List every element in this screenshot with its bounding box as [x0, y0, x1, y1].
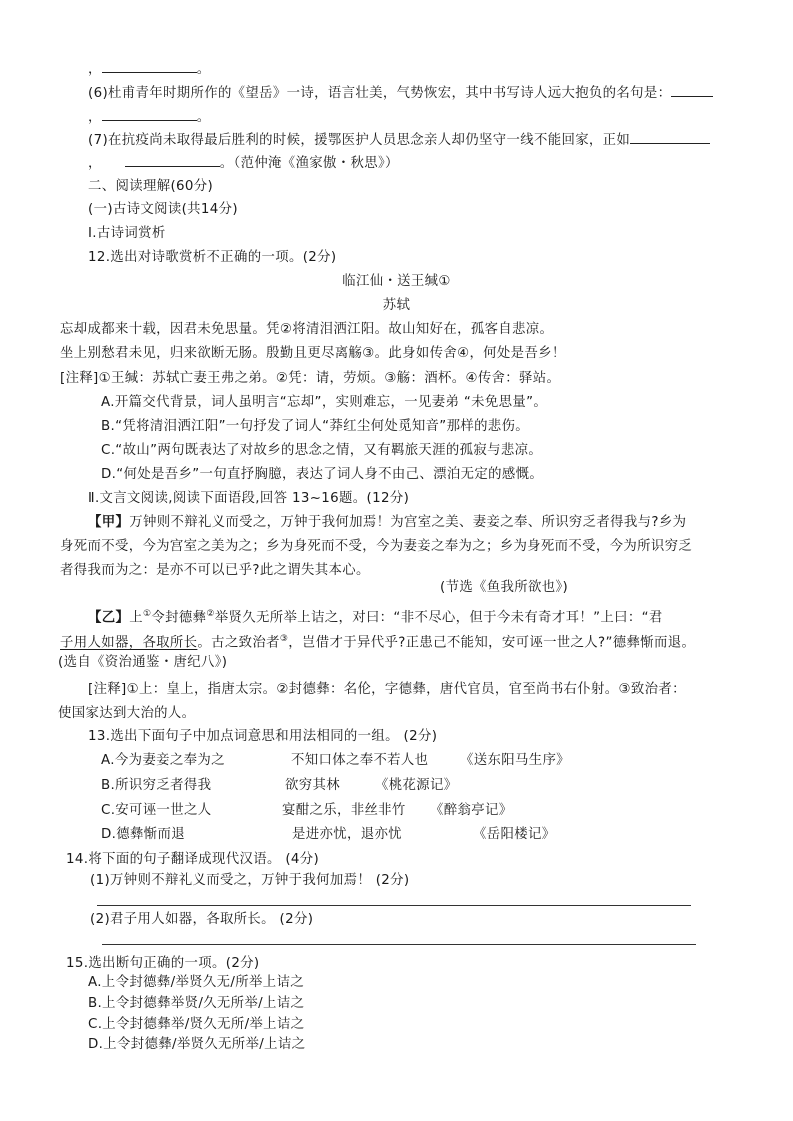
option-c: C.上令封德彝举/贤久无所/举上诘之 [88, 1017, 305, 1032]
poem-note: [注释]①王缄：苏轼亡妻王弗之弟。②凭：请，劳烦。③觞：酒杯。④传舍：驿站。 [60, 371, 561, 386]
passage-text: 举贤久无所举上诘之，对曰：“非不尽心，但于今未有奇才耳！”上曰：“君 [214, 610, 663, 626]
fill-blank-line [88, 108, 211, 127]
subsection-heading: (一)古诗文阅读(共14分) [88, 202, 238, 217]
passage-yi [88, 605, 663, 627]
answer-blank[interactable] [671, 84, 713, 97]
question-12: 12.选出对诗歌赏析不正确的一项。(2分) [88, 250, 337, 265]
answer-line[interactable] [102, 944, 696, 945]
option-b: B.上令封德彝举贤/久无所举/上诘之 [88, 996, 305, 1011]
option-c: C.“故山”两句既表达了对故乡的思念之情，又有羁旅天涯的孤寂与悲凉。 [101, 443, 543, 458]
option-d-source: 《岳阳楼记》 [473, 827, 556, 842]
option-b-source: 《桃花源记》 [375, 778, 458, 793]
option-a-source: 《送东阳马生序》 [460, 753, 570, 768]
underlined-sentence: 子用人如器，各取所长 [60, 635, 198, 651]
option-d: D.上令封德彝/举贤久无所举/上诘之 [88, 1037, 306, 1052]
option-b: B.“凭将清泪洒江阳”一句抒发了词人“莽红尘何处觅知音”那样的悲伤。 [101, 419, 530, 434]
passage-source: (选自《资治通鉴・唐纪八》) [58, 655, 228, 670]
passage-text: 上 [129, 610, 143, 626]
fill-blank-line [88, 60, 211, 79]
passage-label: 【甲】 [88, 515, 130, 530]
text: 。 [196, 62, 211, 77]
poem-author: 苏轼 [382, 298, 411, 313]
passage-note: 使国家达到大治的人。 [58, 706, 196, 721]
question-text: (6)杜甫青年时期所作的《望岳》一诗，语言壮美，气势恢宏，其中书写诗人远大抱负的名句是： [88, 86, 672, 101]
question-text: (7)在抗疫尚未取得最后胜利的时候，援鄂医护人员思念亲人却仍坚守一线不能回家，正如 [88, 133, 631, 148]
subsection-heading: Ⅱ.文言文阅读,阅读下面语段,回答 13~16题。(12分) [88, 491, 410, 506]
question-14: 14.将下面的句子翻译成现代汉语。 (4分) [66, 852, 320, 867]
footnote-mark: ③ [279, 634, 289, 644]
passage-text: ，岂借才于异代乎?正患己不能知，安可诬一世之人?”德彝惭而退。 [288, 635, 696, 651]
answer-blank[interactable] [102, 60, 197, 73]
answer-blank[interactable] [125, 154, 220, 167]
option-d-compare: 是进亦忧，退亦忧 [292, 827, 402, 842]
option-b-compare: 欲穷其林 [285, 778, 340, 793]
option-c: C.安可诬一世之人 [101, 803, 212, 818]
poem-title: 临江仙・送王缄① [342, 274, 451, 289]
option-c-compare: 宴酣之乐，非丝非竹 [282, 803, 406, 818]
poem-line: 忘却成都来十载，因君未免思量。凭②将清泪洒江阳。故山知好在，孤客自悲凉。 [60, 322, 554, 337]
passage-text: 身死而不受，今为宫室之美为之；乡为身死而不受，今为妻妾之奉为之；乡为身死而不受，今为所识穷乏 [60, 539, 693, 554]
question-7 [88, 131, 710, 150]
subsection-heading: Ⅰ.古诗词赏析 [88, 226, 166, 241]
section-heading: 二、阅读理解(60分) [88, 179, 214, 194]
passage-note: [注释]①上：皇上，指唐太宗。②封德彝：名伦，字德彝，唐代官员，官至尚书右仆射。③致治者： [88, 682, 686, 697]
text: ， [88, 156, 102, 171]
option-a: A.今为妻妾之奉为之 [101, 753, 225, 768]
text: ， [88, 62, 102, 77]
passage-text: 万钟则不辩礼义而受之，万钟于我何加焉！为宫室之美、妻妾之奉、所识穷乏者得我与?乡为 [129, 515, 687, 530]
passage-text: 令封德彝 [151, 610, 207, 626]
footnote-mark: ① [142, 609, 152, 619]
text: ， [88, 110, 102, 125]
passage-jia [88, 514, 686, 532]
question-14-2: (2)君子用人如器，各取所长。 (2分) [90, 912, 314, 927]
question-15: 15.选出断句正确的一项。(2分) [66, 956, 260, 971]
option-d: D.“何处是吾乡”一句直抒胸臆，表达了词人身不由己、漂泊无定的感慨。 [101, 467, 544, 482]
fill-blank-line [88, 154, 399, 173]
text: 。 [196, 110, 211, 125]
footnote-mark: ② [206, 609, 215, 619]
text: 。（范仲淹《渔家傲・秋思》） [219, 156, 399, 171]
answer-line[interactable] [97, 905, 691, 906]
option-b: B.所识穷乏者得我 [101, 778, 212, 793]
option-a: A.上令封德彝/举贤久无/所举上诘之 [88, 975, 304, 990]
answer-blank[interactable] [630, 131, 710, 144]
passage-source: (节选《鱼我所欲也》) [440, 580, 569, 595]
question-13: 13.选出下面句子中加点词意思和用法相同的一组。 (2分) [88, 729, 438, 744]
option-d: D.德彝惭而退 [101, 827, 185, 842]
question-6 [88, 84, 713, 103]
answer-blank[interactable] [102, 108, 197, 121]
option-a: A.开篇交代背景，词人虽明言“忘却”，实则难忘，一见妻弟 “未免思量”。 [101, 395, 548, 410]
passage-text-line [60, 630, 695, 652]
question-14-1: (1)万钟则不辩礼义而受之，万钟于我何加焉！ (2分) [90, 873, 410, 888]
passage-label: 【乙】 [88, 610, 130, 626]
passage-text: 。古之致治者 [197, 635, 280, 651]
option-a-compare: 不知口体之奉不若人也 [291, 753, 429, 768]
passage-text: 者得我而为之：是亦不可以已乎?此之谓失其本心。 [60, 563, 370, 578]
option-c-source: 《醉翁亭记》 [430, 803, 513, 818]
poem-line: 坐上别愁君未见，归来欲断无肠。殷勤且更尽离觞③。此身如传舍④，何处是吾乡！ [60, 346, 566, 361]
